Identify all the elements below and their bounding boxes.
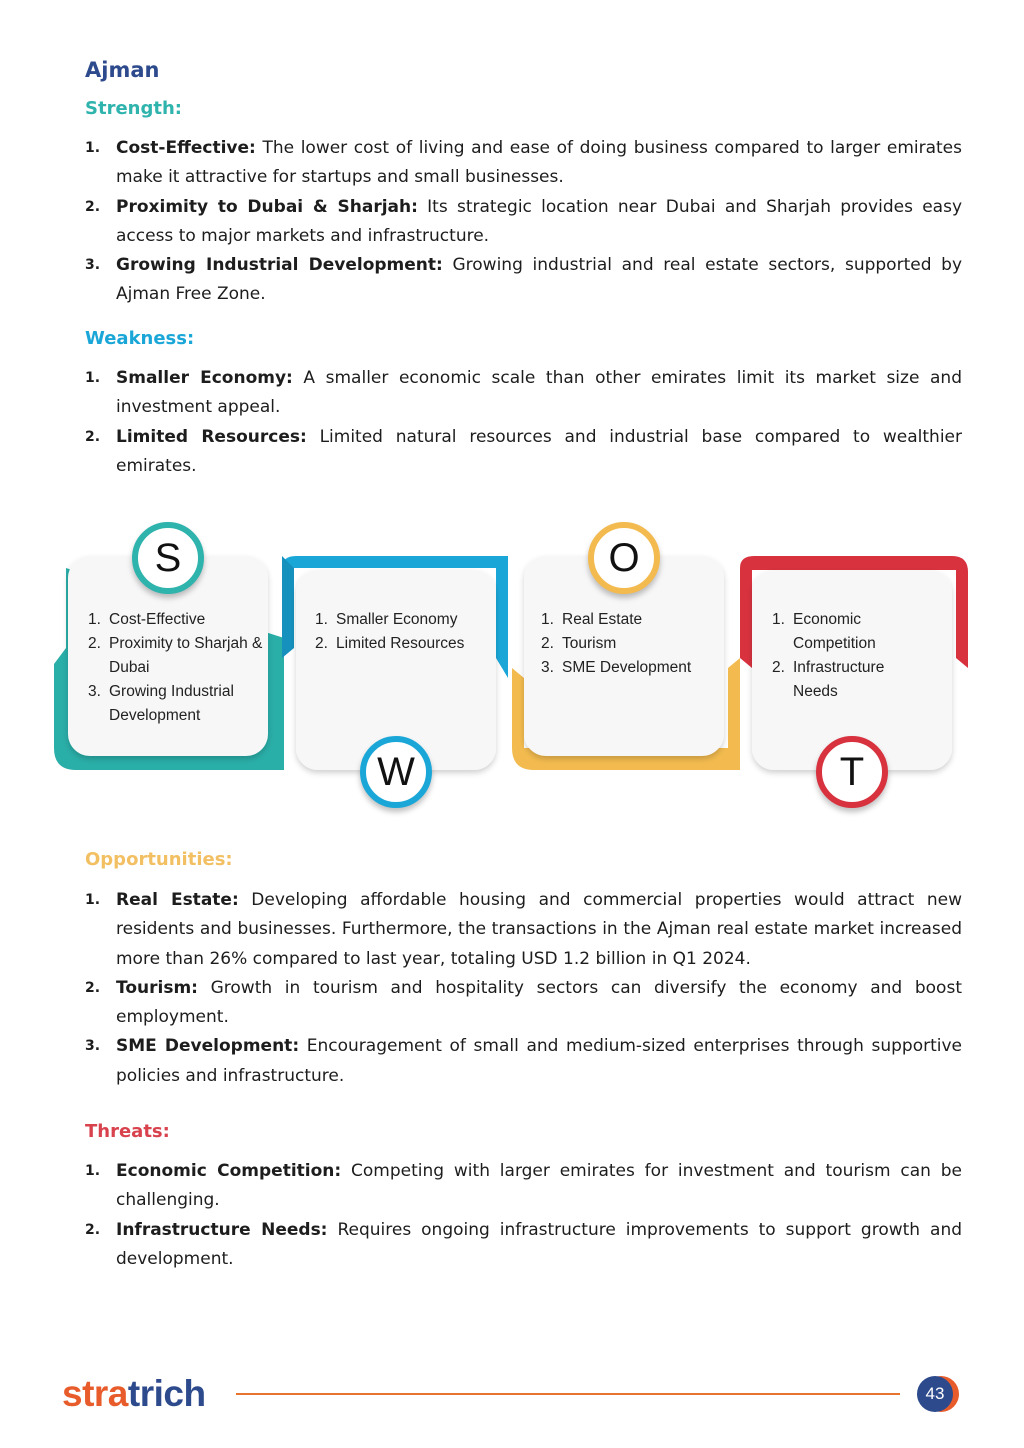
w-card-band-left xyxy=(282,556,294,658)
strength-list xyxy=(85,134,962,310)
item-number: 3. xyxy=(88,683,101,700)
opportunities-heading: Opportunities: xyxy=(85,849,233,870)
s-circle: S xyxy=(132,522,204,594)
item-text: Smaller Economy xyxy=(336,611,458,628)
strength-heading: Strength: xyxy=(85,98,182,119)
footer-divider xyxy=(236,1393,900,1395)
item-term: Smaller Economy: xyxy=(116,368,293,388)
item-text: The lower cost of living and ease of doing business compared to larger emirates make it attractive for startups and small businesses. xyxy=(116,138,962,188)
weakness-list xyxy=(85,364,962,481)
item-text: Developing affordable housing and commercial properties would attract new residents and businesses. Furthermore, the transactions in the Ajman real estate market increased more than 26% compared to last year, totaling USD 1.2 billion in Q1 2024. xyxy=(116,890,962,969)
opportunities-list xyxy=(85,886,962,1091)
item-number: 2. xyxy=(315,635,328,652)
list-item xyxy=(88,632,268,680)
item-number: 2. xyxy=(85,428,101,445)
item-number: 1. xyxy=(85,370,101,386)
t-card-list xyxy=(772,608,912,704)
item-text: Limited natural resources and industrial base compared to wealthier emirates. xyxy=(116,426,963,476)
item-text: SME Development xyxy=(562,659,692,676)
item-text: Encouragement of small and medium-sized enterprises through supportive policies and infrastructure. xyxy=(116,1036,963,1086)
item-number: 2. xyxy=(85,1221,101,1238)
logo-part-1: stra xyxy=(62,1373,128,1414)
item-number: 2. xyxy=(541,635,554,652)
threats-heading: Threats: xyxy=(85,1121,170,1142)
list-item xyxy=(772,608,912,656)
item-number: 1. xyxy=(315,611,328,628)
item-number: 2. xyxy=(85,198,101,215)
item-number: 2. xyxy=(85,979,101,996)
item-number: 2. xyxy=(88,635,101,652)
item-text: Competing with larger emirates for investment and tourism can be challenging. xyxy=(116,1161,962,1211)
item-term: Real Estate: xyxy=(116,890,239,910)
list-item xyxy=(88,608,268,632)
item-text: Real Estate xyxy=(562,611,643,628)
item-text: A smaller economic scale than other emirates limit its market size and investment appeal. xyxy=(116,368,962,418)
list-item xyxy=(541,608,721,632)
item-number: 1. xyxy=(85,140,101,156)
item-number: 1. xyxy=(772,611,785,628)
item-number: 3. xyxy=(85,1038,101,1055)
item-number: 1. xyxy=(85,892,101,908)
weakness-heading: Weakness: xyxy=(85,328,195,349)
list-item xyxy=(772,656,912,704)
item-text: Growing Industrial Development xyxy=(109,683,234,724)
item-term: Economic Competition: xyxy=(116,1161,342,1181)
swot-diagram xyxy=(52,508,972,818)
list-item xyxy=(85,974,962,1033)
list-item xyxy=(85,251,962,310)
page-number: 43 xyxy=(917,1376,953,1412)
list-item xyxy=(85,423,962,482)
item-text: Proximity to Sharjah & Dubai xyxy=(109,635,263,676)
item-term: Growing Industrial Development: xyxy=(116,255,443,276)
item-text: Growth in tourism and hospitality sectors can diversify the economy and boost employment. xyxy=(116,977,962,1028)
threats-list xyxy=(85,1157,962,1274)
o-circle: O xyxy=(588,522,660,594)
list-item xyxy=(541,656,721,680)
stratrich-logo xyxy=(62,1374,206,1414)
list-item xyxy=(315,608,495,632)
w-card-list xyxy=(315,608,495,656)
item-number: 3. xyxy=(85,257,101,274)
item-text: Requires ongoing infrastructure improvements to support growth and development. xyxy=(116,1219,963,1269)
o-card-list xyxy=(541,608,721,680)
item-text: Its strategic location near Dubai and Sharjah provides easy access to major markets and infrastructure. xyxy=(116,196,962,246)
list-item xyxy=(85,193,962,252)
list-item xyxy=(88,680,268,728)
item-term: SME Development: xyxy=(116,1036,300,1057)
list-item xyxy=(85,1032,962,1091)
item-number: 1. xyxy=(541,611,554,628)
t-circle: T xyxy=(816,736,888,808)
list-item xyxy=(85,1216,962,1275)
item-number: 3. xyxy=(541,659,554,676)
s-card-list xyxy=(88,608,268,728)
item-number: 1. xyxy=(85,1163,101,1179)
item-text: Economic Competition xyxy=(793,611,876,652)
item-text: Growing industrial and real estate sectors, supported by Ajman Free Zone. xyxy=(116,255,963,305)
item-term: Tourism: xyxy=(116,977,198,998)
list-item xyxy=(315,632,495,656)
item-number: 1. xyxy=(88,611,101,628)
item-term: Cost-Effective: xyxy=(116,138,256,158)
logo-part-2: trich xyxy=(127,1373,206,1414)
item-text: Tourism xyxy=(562,635,617,652)
list-item xyxy=(541,632,721,656)
w-circle: W xyxy=(360,736,432,808)
list-item xyxy=(85,134,962,193)
item-number: 2. xyxy=(772,659,785,676)
item-text: Cost-Effective xyxy=(109,611,206,628)
list-item xyxy=(85,1157,962,1216)
item-text: Limited Resources xyxy=(336,635,465,652)
list-item xyxy=(85,364,962,423)
item-term: Limited Resources: xyxy=(116,426,307,447)
list-item xyxy=(85,886,962,974)
item-term: Proximity to Dubai & Sharjah: xyxy=(116,196,418,217)
item-text: Infrastructure Needs xyxy=(793,659,885,700)
item-term: Infrastructure Needs: xyxy=(116,1219,328,1240)
page-title: Ajman xyxy=(85,58,160,82)
